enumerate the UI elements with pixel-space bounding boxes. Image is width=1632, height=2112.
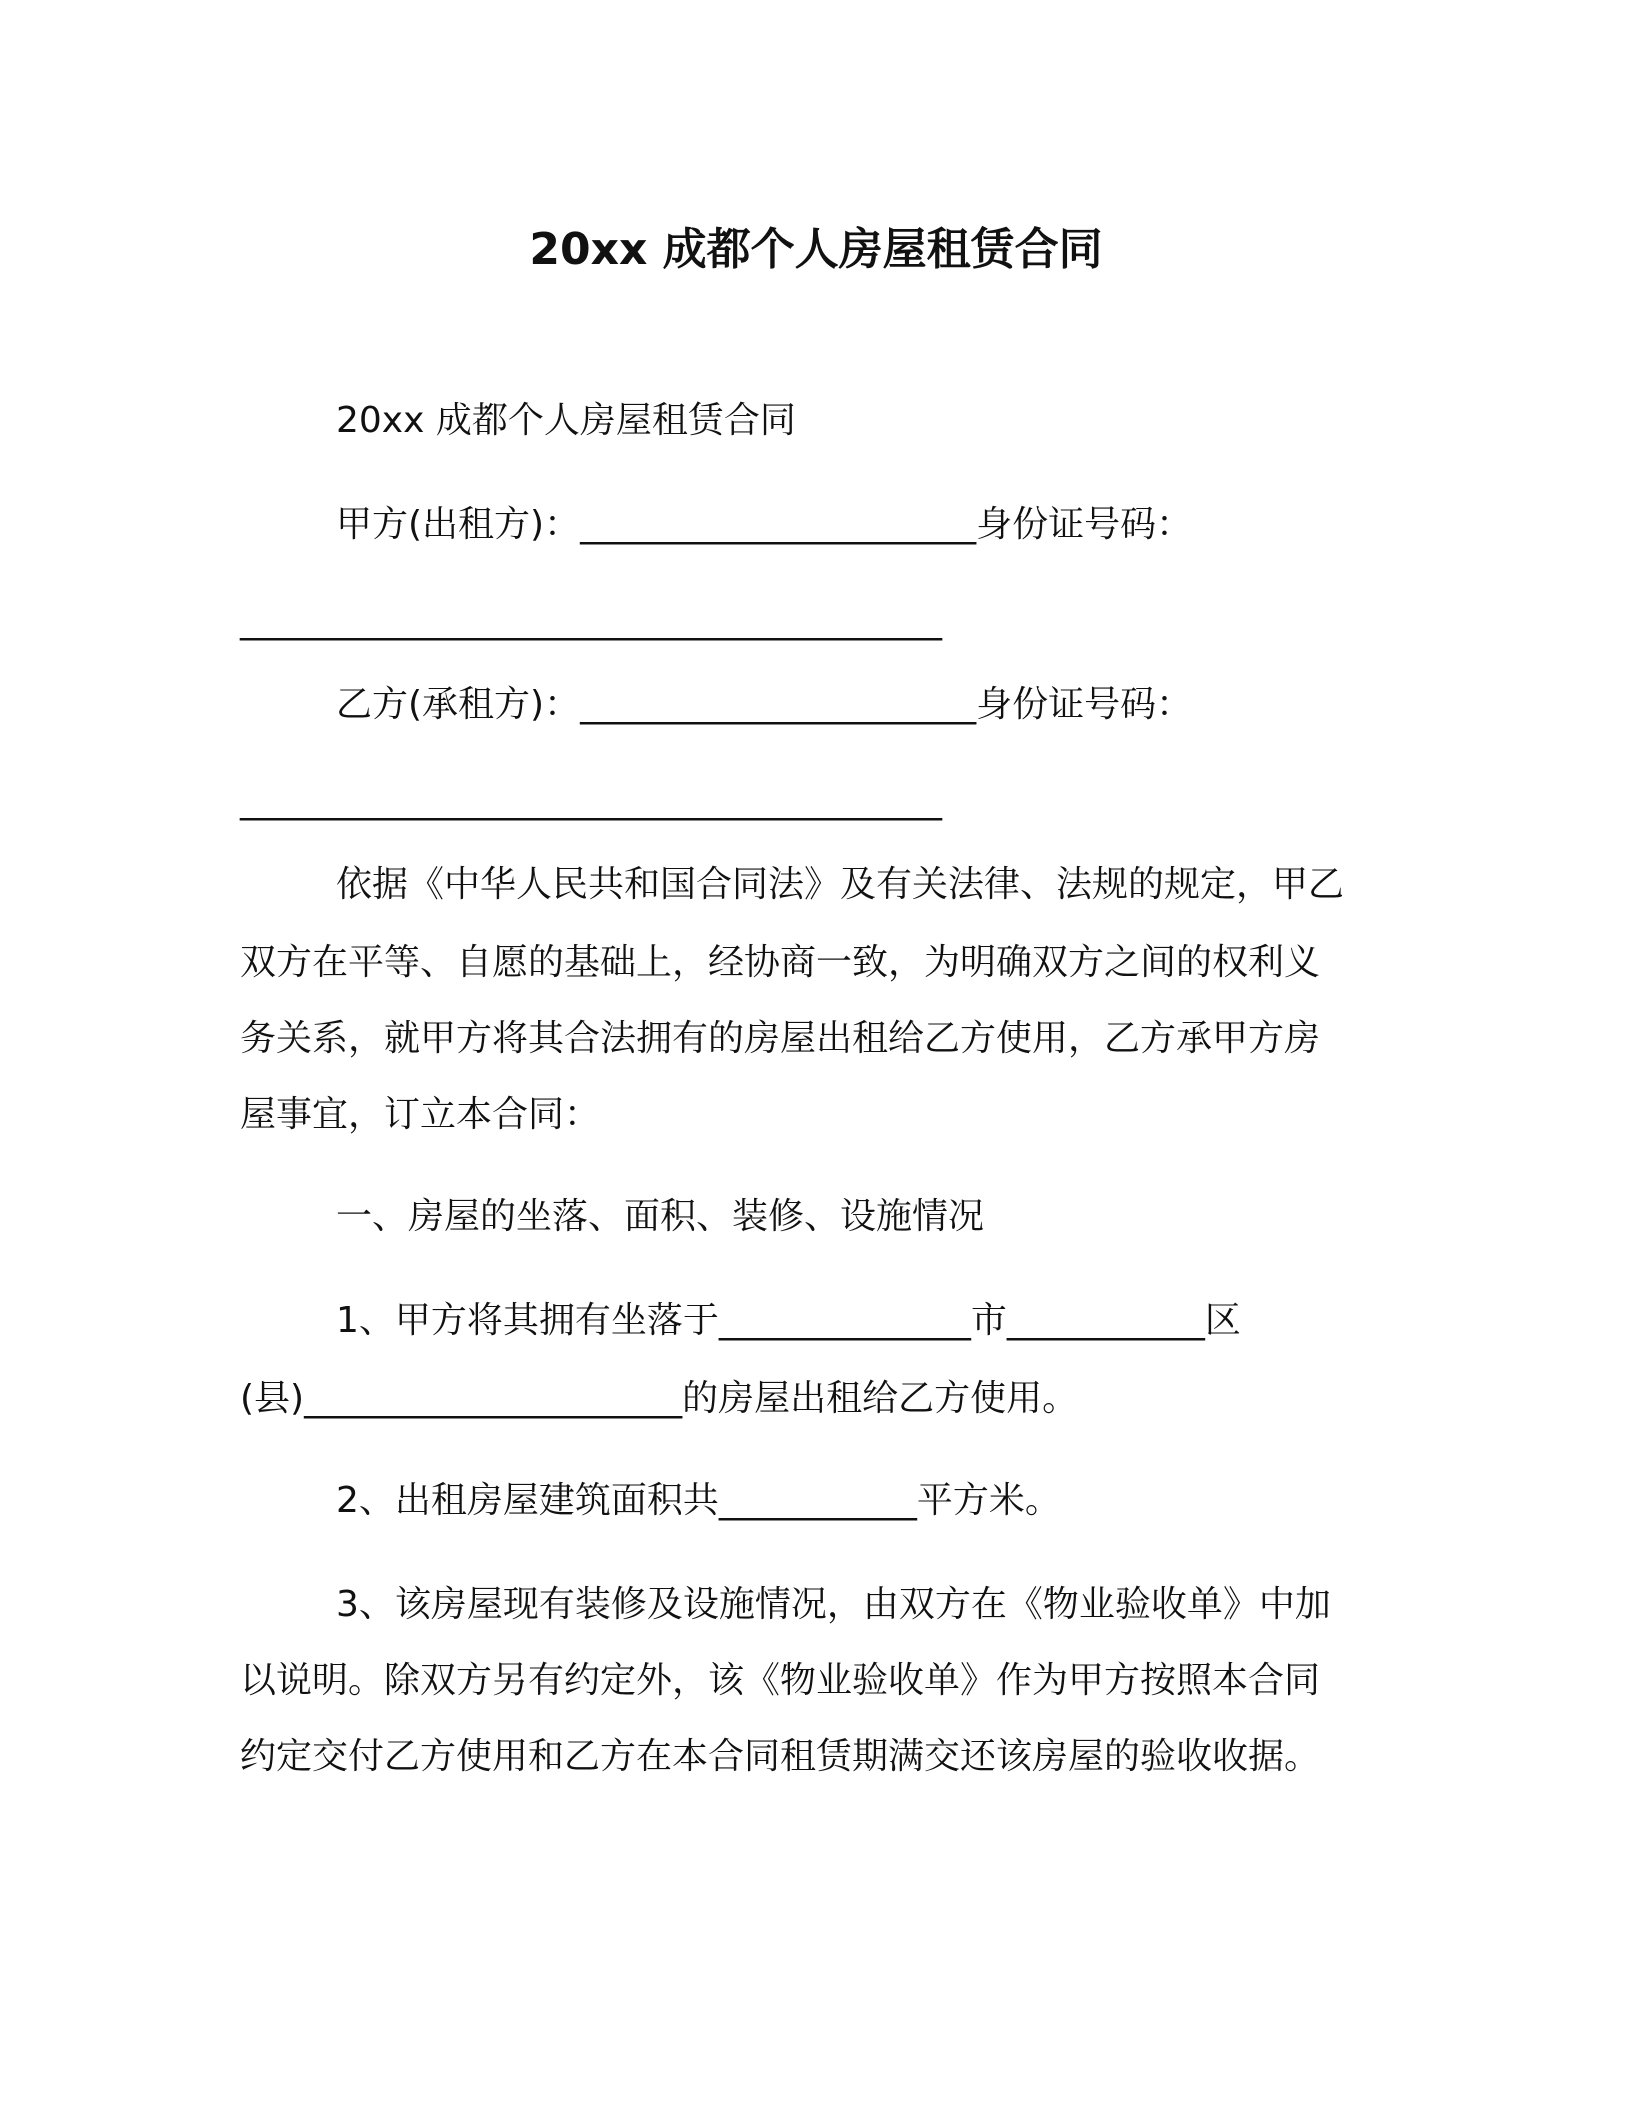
party-a-id-blank: _______________________________________ — [240, 600, 942, 641]
item-2-line: 2、出租房屋建筑面积共___________平方米。 — [336, 1480, 1061, 1521]
item-1-line-1: 1、甲方将其拥有坐落于______________市___________区 — [336, 1300, 1241, 1341]
intro-line-2: 双方在平等、自愿的基础上，经协商一致，为明确双方之间的权利义 — [240, 942, 1321, 983]
party-b-line: 乙方(承租方)：______________________身份证号码： — [336, 684, 1193, 725]
item-3-line-2: 以说明。除双方另有约定外，该《物业验收单》作为甲方按照本合同 — [240, 1660, 1321, 1701]
item-3-line-3: 约定交付乙方使用和乙方在本合同租赁期满交还该房屋的验收收据。 — [240, 1736, 1321, 1777]
item-3-line-1: 3、该房屋现有装修及设施情况，由双方在《物业验收单》中加 — [336, 1584, 1331, 1625]
intro-line-4: 屋事宜，订立本合同： — [240, 1094, 601, 1135]
document-subtitle: 20xx 成都个人房屋租赁合同 — [336, 400, 796, 441]
intro-line-1: 依据《中华人民共和国合同法》及有关法律、法规的规定，甲乙 — [336, 864, 1345, 905]
party-a-line: 甲方(出租方)：______________________身份证号码： — [336, 504, 1193, 545]
section-1-heading: 一、房屋的坐落、面积、装修、设施情况 — [336, 1196, 985, 1237]
party-b-id-blank: _______________________________________ — [240, 780, 942, 821]
item-1-line-2: (县)_____________________的房屋出租给乙方使用。 — [240, 1378, 1079, 1419]
intro-line-3: 务关系，就甲方将其合法拥有的房屋出租给乙方使用，乙方承甲方房 — [240, 1018, 1321, 1059]
document-title: 20xx 成都个人房屋租赁合同 — [529, 224, 1103, 275]
